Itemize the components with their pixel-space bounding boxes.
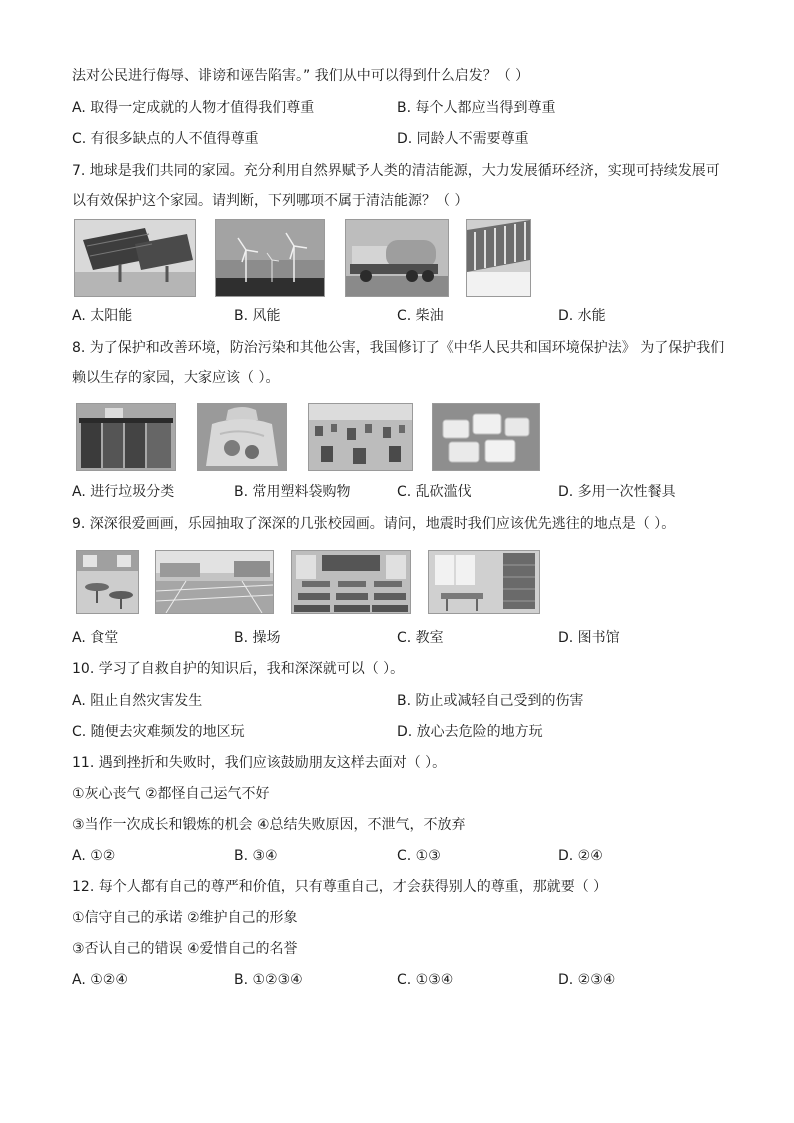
q7-option-d[interactable]: D. 水能: [558, 308, 606, 324]
q8-stem-line1: 8. 为了保护和改善环境，防治污染和其他公害，我国修订了《中华人民共和国环境保护法》 为了保护我们: [72, 340, 725, 356]
q9-option-c[interactable]: C. 教室: [397, 630, 444, 646]
q12-statements-3-4: ③否认自己的错误 ④爱惜自己的名誉: [72, 941, 298, 957]
q7-stem-line1: 7. 地球是我们共同的家园。充分利用自然界赋予人类的清洁能源，大力发展循环经济，实现可持续发展可: [72, 163, 720, 179]
q12-stem-line1: 12. 每个人都有自己的尊严和价值，只有尊重自己，才会获得别人的尊重，那就要（ ）: [72, 879, 608, 895]
solar-panels-photo: [74, 219, 196, 297]
q8-option-d[interactable]: D. 多用一次性餐具: [558, 484, 676, 500]
q11-stem-line1: 11. 遇到挫折和失败时，我们应该鼓励朋友这样去面对（ ）。: [72, 755, 447, 771]
hydropower-dam-photo: [466, 219, 531, 297]
q8-option-b[interactable]: B. 常用塑料袋购物: [234, 484, 351, 500]
q10-stem-line1: 10. 学习了自救自护的知识后，我和深深就可以（ ）。: [72, 661, 405, 677]
q11-statements-3-4: ③当作一次成长和锻炼的机会 ④总结失败原因，不泄气，不放弃: [72, 817, 466, 833]
q8-stem-line2: 赖以生存的家园，大家应该（ ）。: [72, 370, 280, 386]
q9-stem-line1: 9. 深深很爱画画，乐园抽取了深深的几张校园画。请问，地震时我们应该优先逃往的地点是（ ）。: [72, 516, 676, 532]
q12-statements-1-2: ①信守自己的承诺 ②维护自己的形象: [72, 910, 298, 926]
playground-drawing: [155, 550, 274, 614]
q6-option-a[interactable]: A. 取得一定成就的人物才值得我们尊重: [72, 100, 315, 116]
plastic-bag-photo: [197, 403, 287, 471]
q7-option-c[interactable]: C. 柴油: [397, 308, 444, 324]
q6-stem: 法对公民进行侮辱、诽谤和诬告陷害。” 我们从中可以得到什么启发？（ ）: [72, 68, 530, 84]
cafeteria-drawing: [76, 550, 139, 614]
disposable-food-containers-photo: [432, 403, 540, 471]
classroom-drawing: [291, 550, 411, 614]
q12-option-c[interactable]: C. ①③④: [397, 972, 454, 988]
q9-option-a[interactable]: A. 食堂: [72, 630, 119, 646]
q8-option-c[interactable]: C. 乱砍滥伐: [397, 484, 472, 500]
q10-option-a[interactable]: A. 阻止自然灾害发生: [72, 693, 203, 709]
q11-option-c[interactable]: C. ①③: [397, 848, 441, 864]
q7-option-a[interactable]: A. 太阳能: [72, 308, 133, 324]
tree-stumps-deforestation-photo: [308, 403, 413, 471]
q9-option-b[interactable]: B. 操场: [234, 630, 281, 646]
library-drawing: [428, 550, 540, 614]
wind-turbines-photo: [215, 219, 325, 297]
q11-option-d[interactable]: D. ②④: [558, 848, 603, 864]
garbage-sorting-bins-photo: [76, 403, 176, 471]
q12-option-d[interactable]: D. ②③④: [558, 972, 616, 988]
q8-option-a[interactable]: A. 进行垃圾分类: [72, 484, 175, 500]
q10-option-b[interactable]: B. 防止或减轻自己受到的伤害: [397, 693, 584, 709]
q12-option-b[interactable]: B. ①②③④: [234, 972, 303, 988]
q6-option-b[interactable]: B. 每个人都应当得到尊重: [397, 100, 556, 116]
q11-statements-1-2: ①灰心丧气 ②都怪自己运气不好: [72, 786, 270, 802]
q11-option-a[interactable]: A. ①②: [72, 848, 116, 864]
q6-option-d[interactable]: D. 同龄人不需要尊重: [397, 131, 529, 147]
q7-stem-line2: 以有效保护这个家园。请判断，下列哪项不属于清洁能源？（ ）: [72, 193, 469, 209]
q11-option-b[interactable]: B. ③④: [234, 848, 278, 864]
q9-option-d[interactable]: D. 图书馆: [558, 630, 620, 646]
q12-option-a[interactable]: A. ①②④: [72, 972, 128, 988]
q6-option-c[interactable]: C. 有很多缺点的人不值得尊重: [72, 131, 259, 147]
q10-option-c[interactable]: C. 随便去灾难频发的地区玩: [72, 724, 245, 740]
diesel-tanker-truck-photo: [345, 219, 449, 297]
q7-option-b[interactable]: B. 风能: [234, 308, 281, 324]
q10-option-d[interactable]: D. 放心去危险的地方玩: [397, 724, 543, 740]
